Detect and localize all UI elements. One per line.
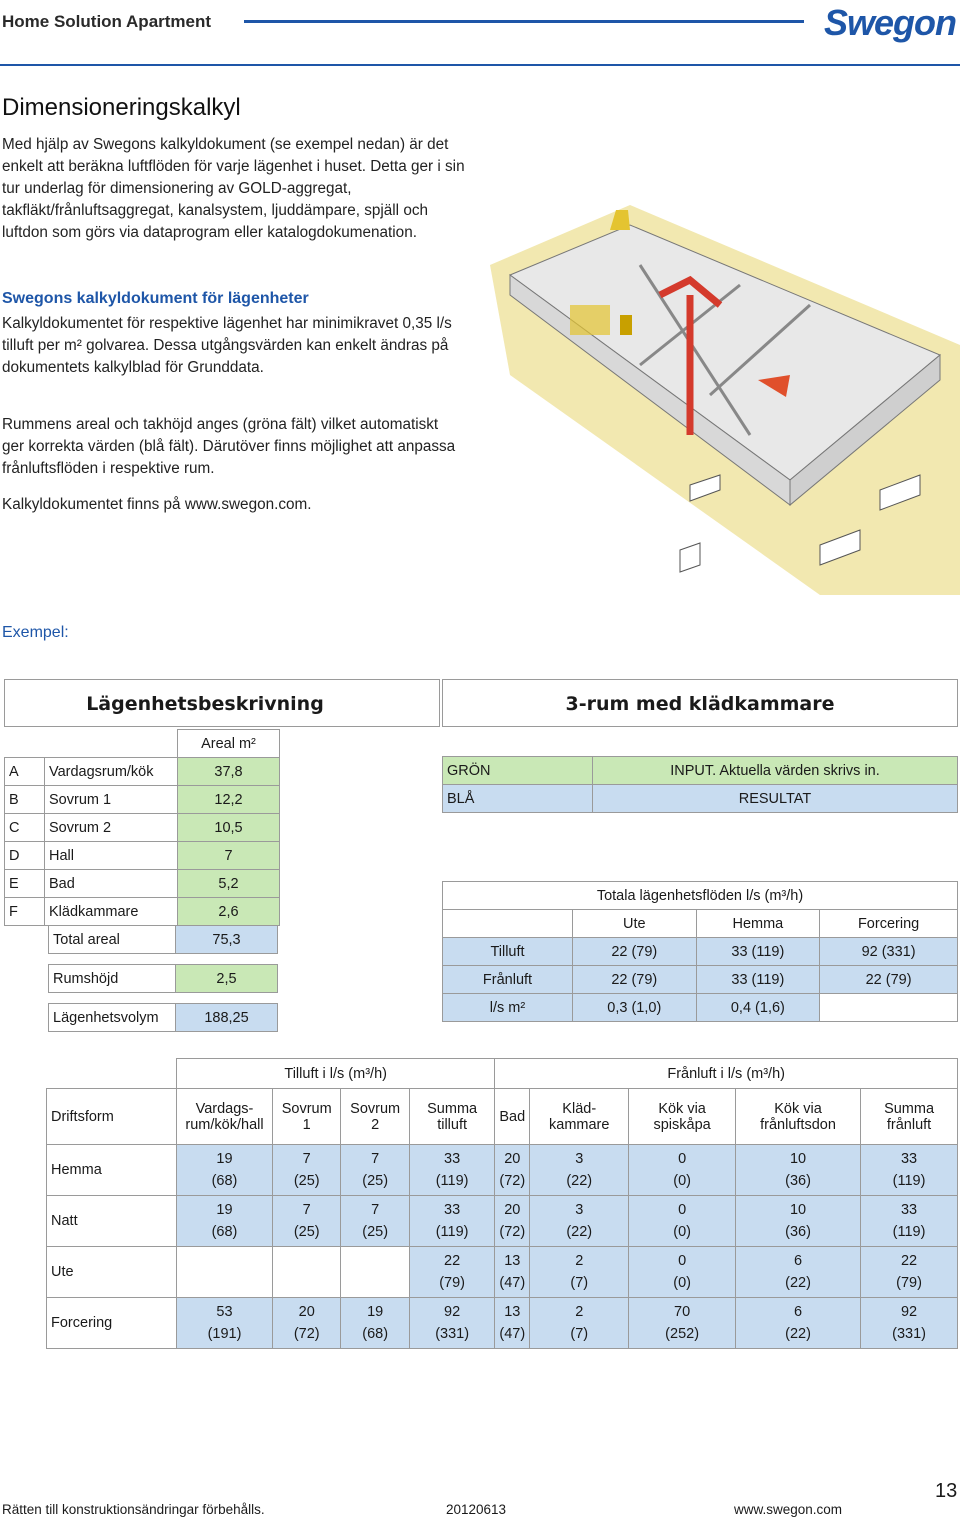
flow-cell (341, 1247, 409, 1298)
exhaust-title: Frånluft i l/s (m³/h) (495, 1059, 958, 1089)
type-title-cell (442, 679, 958, 727)
flow-cell: 0 (0) (629, 1247, 736, 1298)
height-value[interactable]: 2,5 (176, 965, 278, 993)
mode-label: Forcering (47, 1298, 177, 1349)
flow-cell: 92 (331) (409, 1298, 494, 1349)
flow-cell: 10 (36) (735, 1196, 860, 1247)
table-row: Tilluft 22 (79) 33 (119) 92 (331) (443, 938, 958, 966)
brand-logo: Swegon (824, 2, 957, 43)
header-title: Home Solution Apartment (2, 12, 212, 31)
example-label: Exempel: (2, 624, 69, 641)
section-subtitle: Swegons kalkyldokument för lägenheter (2, 290, 309, 307)
total-area-table (48, 925, 278, 954)
apartment-illustration (490, 205, 960, 595)
table-row (47, 1298, 958, 1349)
table-row: F Klädkammare 2,6 (5, 898, 280, 926)
flow-cell: 53 (191) (177, 1298, 273, 1349)
flow-cell: 10 (36) (735, 1145, 860, 1196)
table-row: l/s m² 0,3 (1,0) 0,4 (1,6) (443, 994, 958, 1022)
flow-cell: 33 (119) (409, 1145, 494, 1196)
para-1: Kalkyldokumentet för respektive lägenhet har minimikravet 0,35 l/s tilluft per m² golvarea. Dessa utgångsvärden kan enkelt ändras på dokumentets kalkylblad för Grunddata. (2, 315, 452, 376)
flow-cell: 20 (72) (495, 1145, 530, 1196)
flow-cell: 13 (47) (495, 1247, 530, 1298)
desc-title-cell (4, 679, 440, 727)
footer-site[interactable]: www.swegon.com (734, 1502, 843, 1517)
flow-cell: 0 (0) (629, 1145, 736, 1196)
total-value: 75,3 (176, 926, 278, 954)
intro-text: Med hjälp av Swegons kalkyldokument (se exempel nedan) är det enkelt att beräkna luftflöden för varje lägenhet i huset. Detta ger i sin tur underlag för dimensionering av GOLD-aggregat, takfläkt/frånluftsaggregat, kanalsystem, ljuddämpare, spjäll och luftdon som görs via dataprogram eller katalogdokumenation. (2, 136, 465, 241)
footer-date: 20120613 (446, 1502, 507, 1517)
para-3: Kalkyldokumentet finns på www.swegon.com. (2, 496, 312, 513)
header-rule (244, 20, 804, 23)
flow-cell: 33 (119) (861, 1196, 958, 1247)
table-row: B Sovrum 1 12,2 (5, 786, 280, 814)
volume-table (48, 1003, 278, 1032)
table-row (47, 1196, 958, 1247)
mode-label: Natt (47, 1196, 177, 1247)
area-header: Areal m² (178, 730, 280, 758)
flow-cell: 3 (22) (530, 1145, 629, 1196)
table-row: C Sovrum 2 10,5 (5, 814, 280, 842)
mode-header: Driftsform (47, 1089, 177, 1145)
room-table (4, 729, 280, 926)
flow-cell: 2 (7) (530, 1247, 629, 1298)
height-label: Rumshöjd (49, 965, 176, 993)
legend-table (442, 756, 958, 813)
flow-cell: 7 (25) (341, 1196, 409, 1247)
volume-label: Lägenhetsvolym (49, 1004, 176, 1032)
flow-cell: 20 (72) (495, 1196, 530, 1247)
supply-title: Tilluft i l/s (m³/h) (177, 1059, 495, 1089)
mode-label: Ute (47, 1247, 177, 1298)
flow-cell: 33 (119) (409, 1196, 494, 1247)
flow-cell (273, 1247, 341, 1298)
flow-cell: 7 (25) (341, 1145, 409, 1196)
table-row: Frånluft 22 (79) 33 (119) 22 (79) (443, 966, 958, 994)
page-number: 13 (935, 1480, 958, 1502)
table-row (47, 1247, 958, 1298)
legend-blue-label: BLÅ (443, 785, 593, 813)
flow-cell: 19 (68) (177, 1145, 273, 1196)
flow-cell: 22 (79) (861, 1247, 958, 1298)
flow-cell: 2 (7) (530, 1298, 629, 1349)
legend-green-label: GRÖN (443, 757, 593, 785)
footer-disclaimer: Rätten till konstruktionsändringar förbehålls. (2, 1502, 265, 1517)
total-label: Total areal (49, 926, 176, 954)
flow-cell: 33 (119) (861, 1145, 958, 1196)
top-rule (0, 64, 960, 66)
flow-cell: 70 (252) (629, 1298, 736, 1349)
para-2: Rummens areal och takhöjd anges (gröna fält) vilket automatiskt ger korrekta värden (blå fält). Därutöver finns möjlighet att anpassa frånluftsflöden i respektive rum. (2, 416, 456, 477)
table-row (47, 1145, 958, 1196)
flow-cell: 19 (68) (177, 1196, 273, 1247)
flow-cell: 6 (22) (735, 1247, 860, 1298)
page-title: Dimensioneringskalkyl (2, 94, 241, 121)
apartment-type: 3-rum med klädkammare (565, 693, 835, 715)
legend-green-text: INPUT. Aktuella värden skrivs in. (593, 757, 958, 785)
flow-cell: 7 (25) (273, 1196, 341, 1247)
table-row: D Hall 7 (5, 842, 280, 870)
flow-cell: 22 (79) (409, 1247, 494, 1298)
mode-label: Hemma (47, 1145, 177, 1196)
desc-title: Lägenhetsbeskrivning (86, 693, 324, 715)
flow-cell: 3 (22) (530, 1196, 629, 1247)
totals-table: Totala lägenhetsflöden l/s (m³/h) Ute Hemma Forcering Tilluft 22 (79) 33 (119) 92 (331) Frånluft 22 (79) 33 (119) 22 (79) l/s m² 0,3 (1,0) 0,4 (1,6) (442, 881, 958, 1022)
flow-cell: 7 (25) (273, 1145, 341, 1196)
legend-blue-text: RESULTAT (593, 785, 958, 813)
flow-cell: 20 (72) (273, 1298, 341, 1349)
height-table (48, 964, 278, 993)
flow-cell: 92 (331) (861, 1298, 958, 1349)
flow-cell: 0 (0) (629, 1196, 736, 1247)
totals-title: Totala lägenhetsflöden l/s (m³/h) (443, 882, 958, 910)
table-row: E Bad 5,2 (5, 870, 280, 898)
table-row: A Vardagsrum/kök 37,8 (5, 758, 280, 786)
volume-value: 188,25 (176, 1004, 278, 1032)
flow-cell (177, 1247, 273, 1298)
flow-cell: 19 (68) (341, 1298, 409, 1349)
flow-table: Tilluft i l/s (m³/h) Frånluft i l/s (m³/h) Driftsform Vardags- rum/kök/hall Sovrum 1 Sovrum 2 Summa tilluft Bad Kläd- kammare Kök via spiskåpa Kök via frånluftsdon Summa frånluft Hemma 19 (68) 7 (25) 7 (25) 33 (119) 20 (72) 3 (22) 0 (0) 10 (36) 33 (119) Natt 19 (68) 7 (25) 7 (25) 33 (119) 20 (72) 3 (22) 0 (0) 10 (36) 33 (119) Ute 22 (79) 13 (47) 2 (7) 0 (0) 6 (22) 22 (79) Forcering 53 (191) 20 (72) 19 (68) 92 (331) 13 (47) 2 (7) 70 (252) 6 (22) 92 (331) (46, 1058, 958, 1349)
flow-cell: 6 (22) (735, 1298, 860, 1349)
flow-cell: 13 (47) (495, 1298, 530, 1349)
